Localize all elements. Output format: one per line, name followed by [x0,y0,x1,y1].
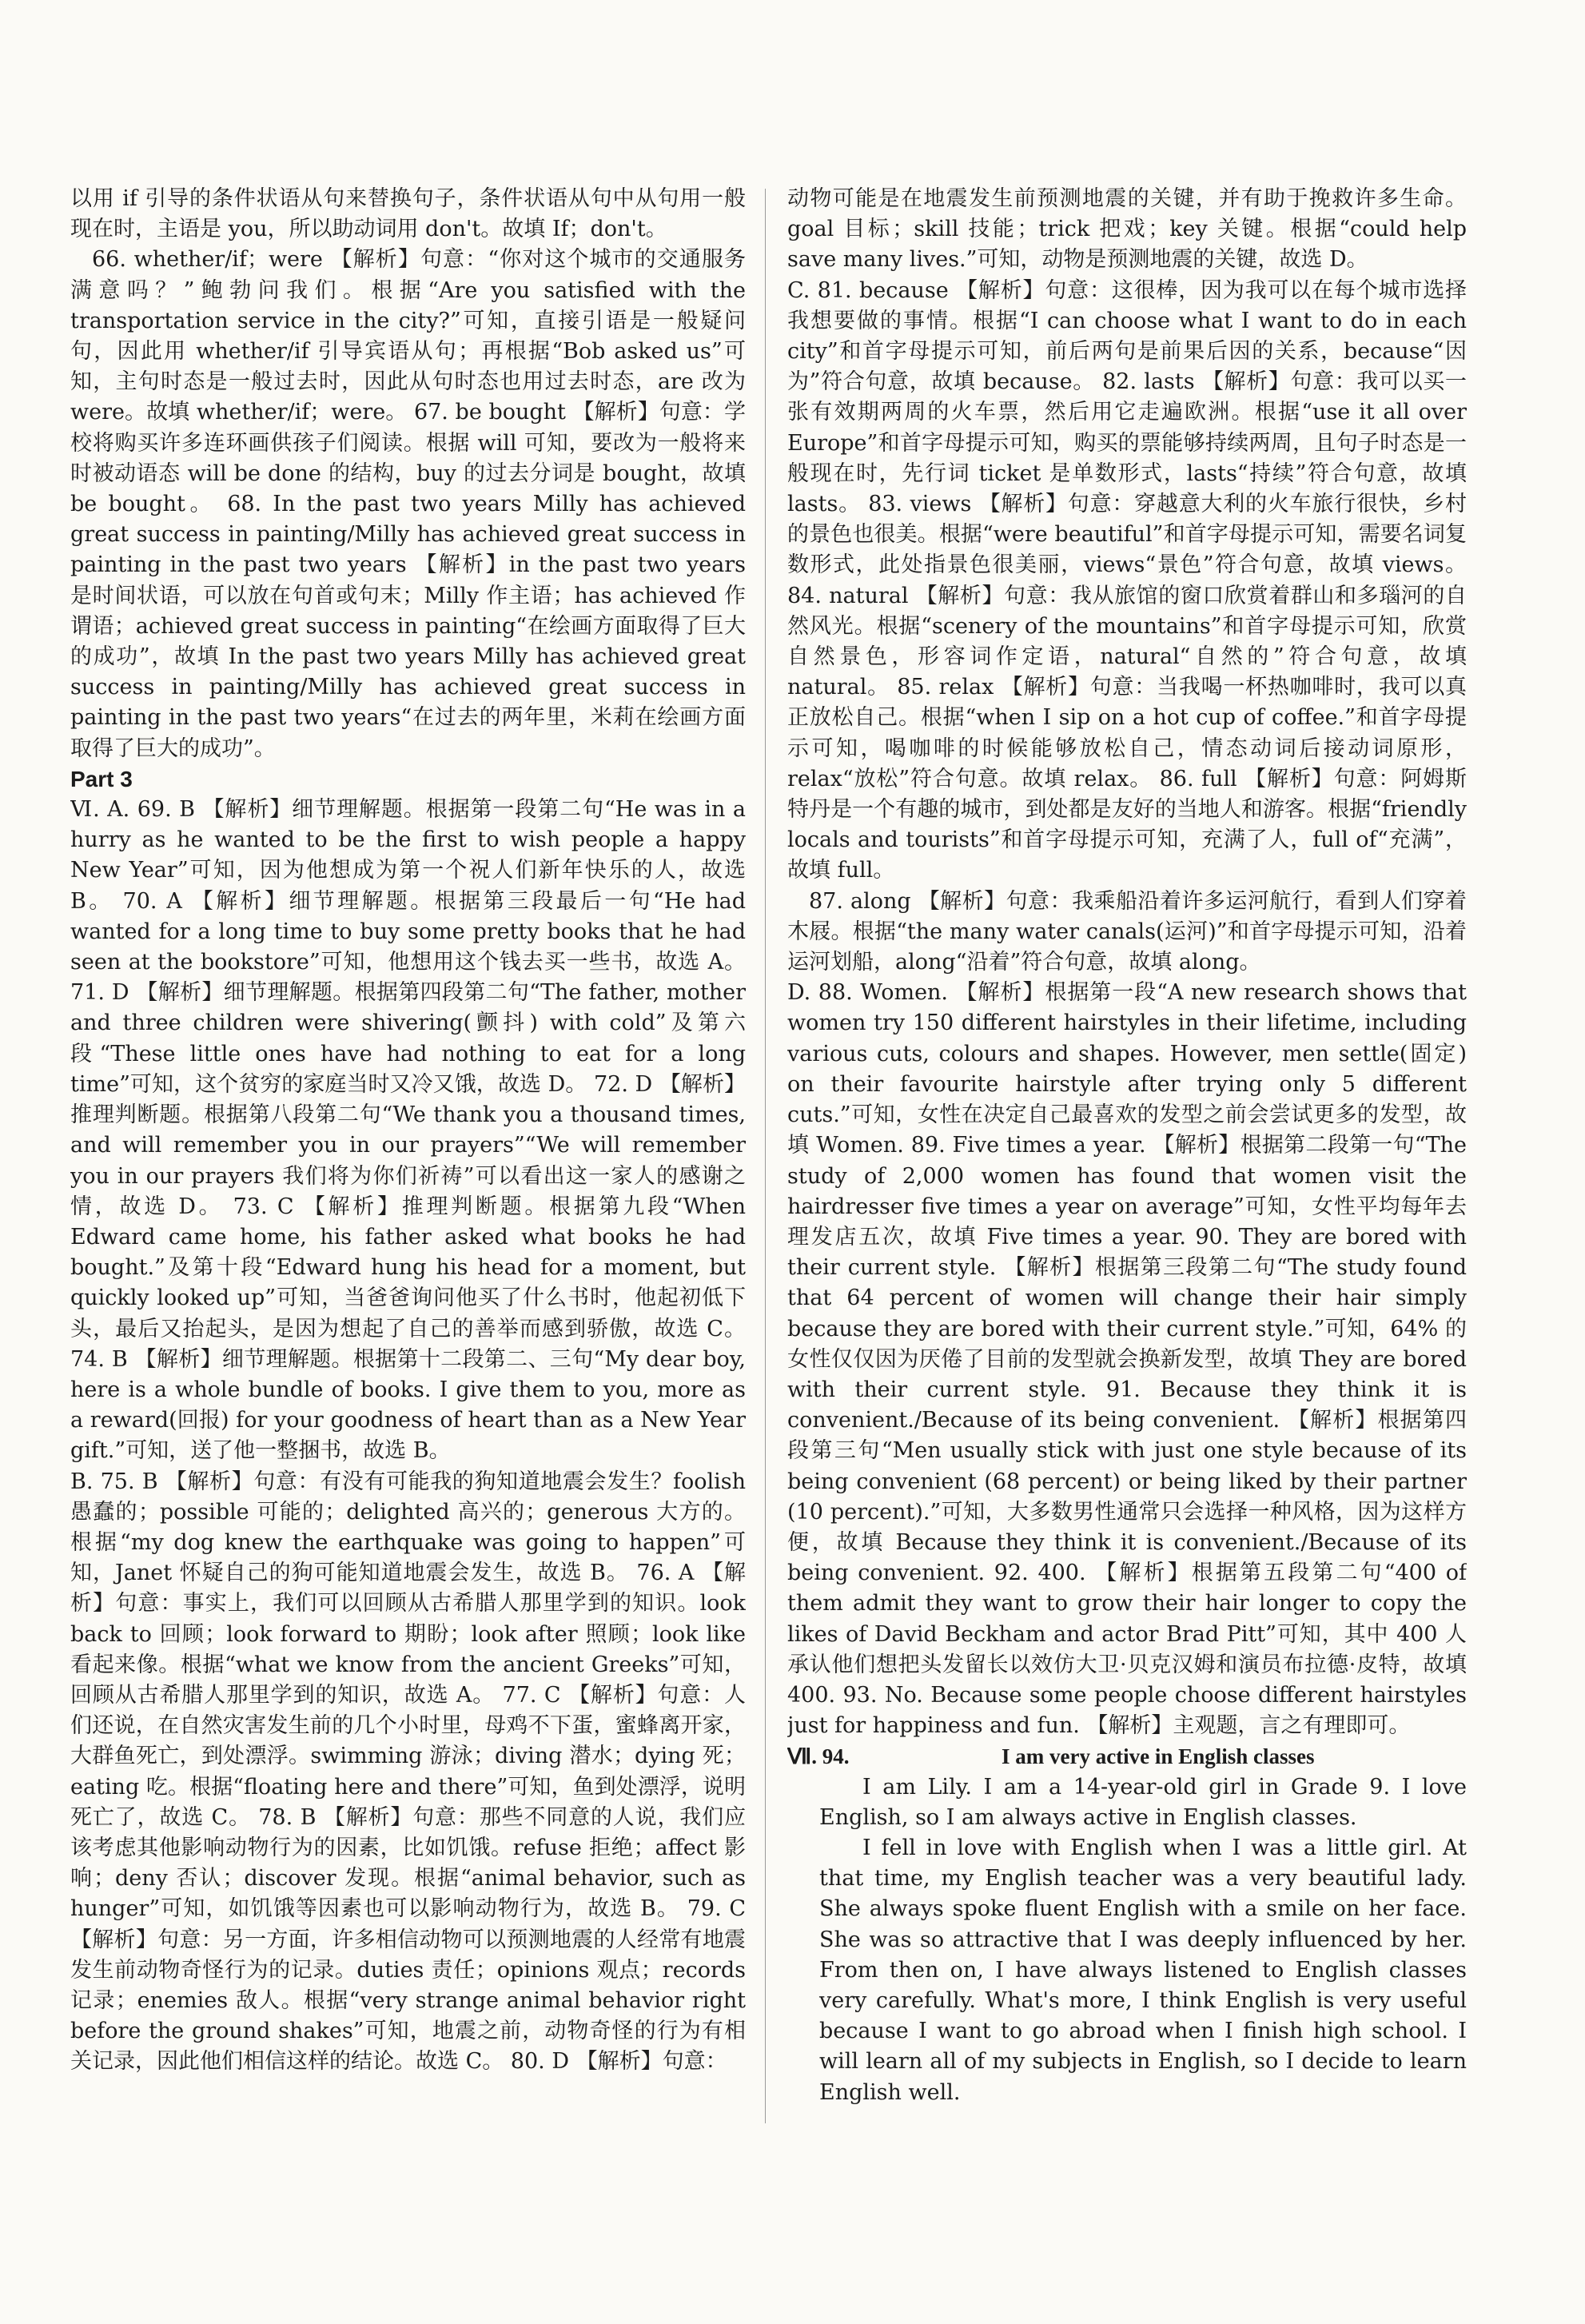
right-column [787,184,1467,2127]
essay-title: I am very active in English classes [1001,1744,1315,1769]
right-para-87: 87. along 【解析】句意：我乘船沿着许多运河航行，看到人们穿着木屐。根据“the many water canals(运河)”和首字母提示可知，沿着运河划船，along“沿着”符合句意，故填 along。 [787,888,1467,975]
left-para-section-b: B. 75. B 【解析】句意：有没有可能我的狗知道地震会发生？foolish 愚蠢的；possible 可能的；delighted 高兴的；generous 大方的。根据“my dog knew the earthquake was going to happen”可知，Janet 怀疑自己的狗可能知道地震会发生，故选 B。 76. A 【解析】句意：事实上，我们可以回顾从古希腊人那里学到的知识。look back to 回顾；look forward to 期盼；look after 照顾；look like 看起来像。根据“what we know from the ancient Greeks”可知，回顾从古希腊人那里学到的知识，故选 A。 77. C 【解析】句意：人们还说，在自然灾害发生前的几个小时里，母鸡不下蛋，蜜蜂离开家，大群鱼死亡，到处漂浮。swimming 游泳；diving 潜水；dying 死；eating 吃。根据“floating here and there”可知，鱼到处漂浮，说明死亡了，故选 C。 78. B 【解析】句意：那些不同意的人说，我们应该考虑其他影响动物行为的因素，比如饥饿。refuse 拒绝；affect 影响；deny 否认；discover 发现。根据“animal behavior, such as hunger”可知，如饥饿等因素也可以影响动物行为，故选 B。 79. C 【解析】句意：另一方面，许多相信动物可以预测地震的人经常有地震发生前动物奇怪行为的记录。duties 责任；opinions 观点；records 记录；enemies 敌人。根据“very strange animal behavior right before the ground shakes”可知，地震之前，动物奇怪的行为有相关记录，因此他们相信这样的结论。故选 C。 80. D 【解析】句意： [70,1469,746,2075]
right-para-1: 动物可能是在地震发生前预测地震的关键，并有助于挽救许多生命。goal 目标；skill 技能；trick 把戏；key 关键。根据“could help save many lives.”可知，动物是预测地震的关键，故选 D。 [787,186,1467,273]
column-divider [765,189,766,2123]
essay-paragraph-1: I am Lily. I am a 14-year-old girl in Grade 9. I love English, so I am always active in English classes. [819,1774,1467,1830]
left-para-section-a: Ⅵ. A. 69. B 【解析】细节理解题。根据第一段第二句“He was in a hurry as he wanted to be the first to wish people a happy New Year”可知，因为他想成为第一个祝人们新年快乐的人，故选 B。 70. A 【解析】细节理解题。根据第三段最后一句“He had wanted for a long time to buy some pretty books that he had seen at the bookstore”可知，他想用这个钱去买一些书，故选 A。 71. D 【解析】细节理解题。根据第四段第二句“The father, mother and three children were shivering(颤抖) with cold”及第六段“These little ones have had nothing to eat for a long time”可知，这个贫穷的家庭当时又冷又饿，故选 D。 72. D 【解析】推理判断题。根据第八段第二句“We thank you a thousand times, and will remember you in our prayers”“We will remember you in our prayers 我们将为你们祈祷”可以看出这一家人的感谢之情，故选 D。 73. C 【解析】推理判断题。根据第九段“When Edward came home, his father asked what books he had bought.”及第十段“Edward hung his head for a moment, but quickly looked up”可知，当爸爸询问他买了什么书时，他起初低下头，最后又抬起头，是因为想起了自己的善举而感到骄傲，故选 C。 74. B 【解析】细节理解题。根据第十二段第二、三句“My dear boy, here is a whole bundle of books. I give them to you, more as a reward(回报) for your goodness of heart than as a New Year gift.”可知，送了他一整捆书，故选 B。 [70,797,746,1464]
essay-number: Ⅶ. 94. [787,1744,850,1769]
left-para-2: 66. whether/if；were 【解析】句意：“你对这个城市的交通服务满意吗？”鲍勃问我们。根据“Are you satisfied with the transportation service in the city?”可知，直接引语是一般疑问句，因此用 whether/if 引导宾语从句；再根据“Bob asked us”可知，主句时态是一般过去时，因此从句时态也用过去时态，are 改为 were。故填 whether/if；were。 67. be bought 【解析】句意：学校将购买许多连环画供孩子们阅读。根据 will 可知，要改为一般将来时被动语态 will be done 的结构，buy 的过去分词是 bought，故填 be bought。 68. In the past two years Milly has achieved great success in painting/Milly has achieved great success in painting in the past two years 【解析】in the past two years 是时间状语，可以放在句首或句末；Milly 作主语；has achieved 作谓语；achieved great success in painting“在绘画方面取得了巨大的成功”，故填 In the past two years Milly has achieved great success in painting/Milly has achieved great success in painting in the past two years“在过去的两年里，米莉在绘画方面取得了巨大的成功”。 [70,247,746,761]
essay-section [787,1741,1467,2107]
part-heading: Part 3 [70,766,133,791]
left-column [70,184,746,2127]
right-para-section-c: C. 81. because 【解析】句意：这很棒，因为我可以在每个城市选择我想要做的事情。根据“I can choose what I want to do in each city”和首字母提示可知，前后两句是前果后因的关系，because“因为”符合句意，故填 because。 82. lasts 【解析】句意：我可以买一张有效期两周的火车票，然后用它走遍欧洲。根据“use it all over Europe”和首字母提示可知，购买的票能够持续两周，且句子时态是一般现在时，先行词 ticket 是单数形式，lasts“持续”符合句意，故填 lasts。 83. views 【解析】句意：穿越意大利的火车旅行很快，乡村的景色也很美。根据“were beautiful”和首字母提示可知，需要名词复数形式，此处指景色很美丽，views“景色”符合句意，故填 views。 84. natural 【解析】句意：我从旅馆的窗口欣赏着群山和多瑙河的自然风光。根据“scenery of the mountains”和首字母提示可知，欣赏自然景色，形容词作定语，natural“自然的”符合句意，故填 natural。 85. relax 【解析】句意：当我喝一杯热咖啡时，我可以真正放松自己。根据“when I sip on a hot cup of coffee.”和首字母提示可知，喝咖啡的时候能够放松自己，情态动词后接动词原形，relax“放松”符合句意。故填 relax。 86. full 【解析】句意：阿姆斯特丹是一个有趣的城市，到处都是友好的当地人和游客。根据“friendly locals and tourists”和首字母提示可知，充满了人，full of“充满”，故填 full。 [787,277,1467,883]
left-para-1: 以用 if 引导的条件状语从句来替换句子，条件状语从句中从句用一般现在时，主语是 you，所以助动词用 don't。故填 If；don't。 [70,186,746,242]
essay-paragraph-2: I fell in love with English when I was a little girl. At that time, my English teacher was a very beautiful lady. She always spoke fluent English with a smile on her face. She was so attractive that I was deeply influenced by her. From then on, I have always listened to English classes very carefully. What's more, I think English is very useful because I want to go abroad when I finish high school. I will learn all of my subjects in English, so I decide to learn English well. [819,1835,1467,2105]
right-para-section-d: D. 88. Women. 【解析】根据第一段“A new research shows that women try 150 different hairstyles in their lifetime, including various cuts, colours and shapes. However, men settle(固定) on their favourite hairstyle after trying only 5 different cuts.”可知，女性在决定自己最喜欢的发型之前会尝试更多的发型，故填 Women. 89. Five times a year. 【解析】根据第二段第一句“The study of 2,000 women has found that women visit the hairdresser five times a year on average”可知，女性平均每年去理发店五次，故填 Five times a year. 90. They are bored with their current style. 【解析】根据第三段第二句“The study found that 64 percent of women will change their hair simply because they are bored with their current style.”可知，64% 的女性仅仅因为厌倦了目前的发型就会换新发型，故填 They are bored with their current style. 91. Because they think it is convenient./Because of its being convenient. 【解析】根据第四段第三句“Men usually stick with just one style because of its being convenient (68 percent) or being liked by their partner (10 percent).”可知，大多数男性通常只会选择一种风格，因为这样方便，故填 Because they think it is convenient./Because of its being convenient. 92. 400. 【解析】根据第五段第二句“400 of them admit they want to grow their hair longer to copy the likes of David Beckham and actor Brad Pitt”可知，其中 400 人承认他们想把头发留长以效仿大卫·贝克汉姆和演员布拉德·皮特，故填 400. 93. No. Because some people choose different hairstyles just for happiness and fun. 【解析】主观题，言之有理即可。 [787,980,1467,1739]
essay-body [819,1772,1467,2108]
essay-header [787,1741,1467,1772]
